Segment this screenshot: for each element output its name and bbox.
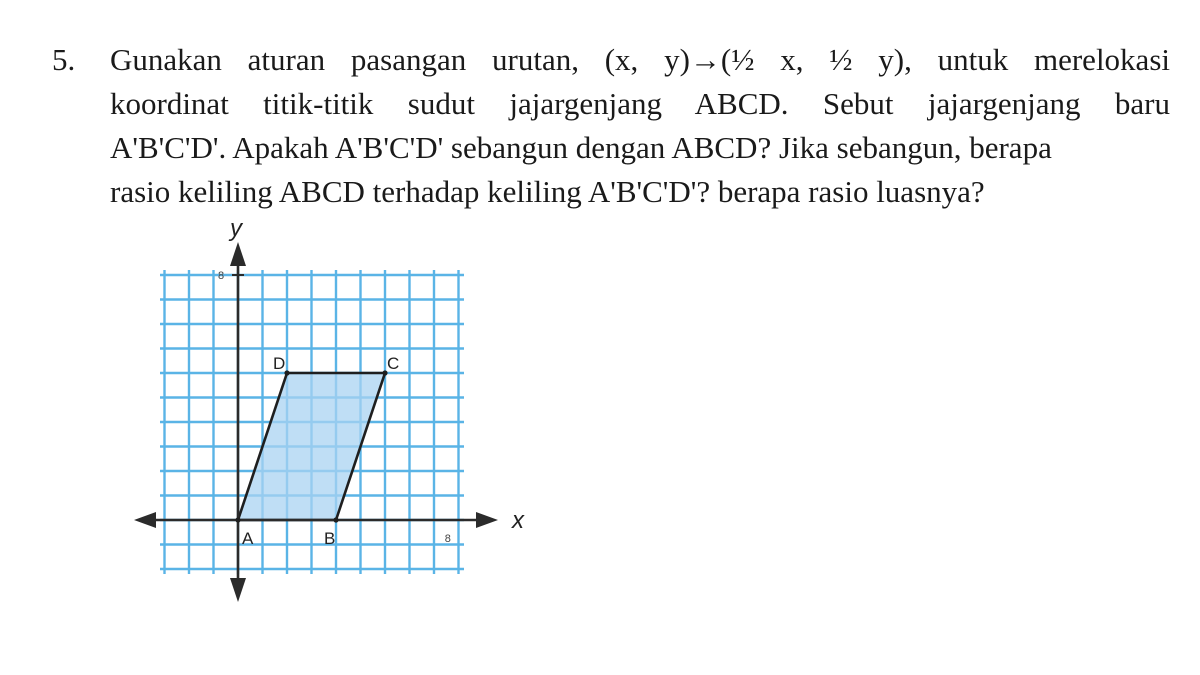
x-axis-arrow-right-icon: [476, 512, 498, 528]
y-tick-label-8: 8: [218, 270, 225, 282]
x-axis-label: x: [512, 507, 524, 534]
y-axis-arrow-up-icon: [230, 242, 246, 266]
y-axis-label: y: [230, 215, 242, 242]
problem-line-4: rasio keliling ABCD terhadap keliling A'B'C'D'? berapa rasio luasnya?: [110, 174, 985, 209]
y-axis-arrow-down-icon: [230, 578, 246, 602]
vertex-b-label: B: [324, 529, 336, 548]
vertex-c-label: C: [387, 354, 400, 373]
problem-number: 5.: [52, 42, 76, 77]
vertex-b-dot: [333, 517, 338, 522]
problem-text: [110, 38, 1170, 214]
problem-line-2: koordinat titik-titik sudut jajargenjang ABCD. Sebut jajargenjang baru: [110, 86, 1170, 121]
coordinate-plane: [120, 212, 560, 612]
vertex-d-label: D: [273, 354, 286, 373]
x-axis-arrow-left-icon: [134, 512, 156, 528]
x-tick-label-8: 8: [444, 533, 451, 545]
problem-line-3: A'B'C'D'. Apakah A'B'C'D' sebangun dengan ABCD? Jika sebangun, berapa: [110, 130, 1052, 165]
problem-line-1: Gunakan aturan pasangan urutan, (x, y)→(½ x, ½ y), untuk merelokasi: [110, 42, 1170, 77]
vertex-a-dot: [235, 517, 240, 522]
vertex-a-label: A: [242, 529, 254, 548]
coordinate-graph: [120, 212, 560, 612]
